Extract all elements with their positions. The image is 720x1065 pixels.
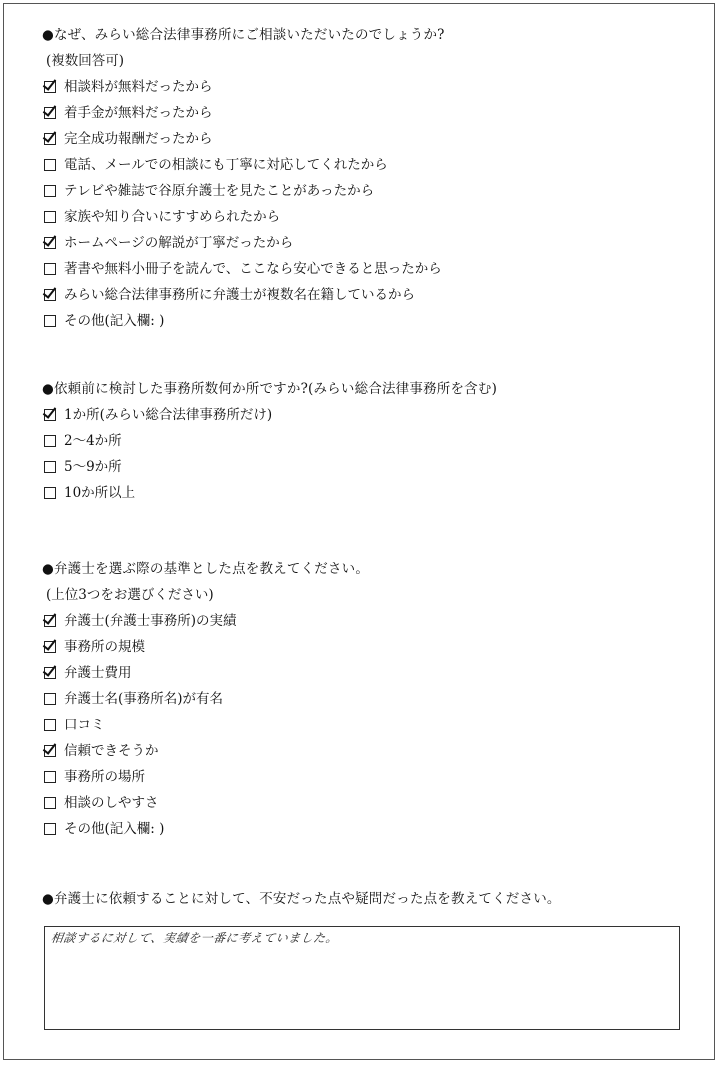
question-2-options — [42, 402, 682, 506]
checkbox-icon[interactable] — [44, 487, 56, 499]
option-label: 1か所(みらい総合法律事務所だけ) — [64, 407, 273, 423]
option-row[interactable] — [42, 152, 682, 178]
option-row[interactable] — [42, 428, 682, 454]
checkbox-icon[interactable] — [44, 461, 56, 473]
option-row[interactable] — [42, 816, 682, 842]
option-row[interactable] — [42, 178, 682, 204]
checkbox-icon[interactable] — [44, 263, 56, 275]
option-label: みらい総合法律事務所に弁護士が複数名在籍しているから — [64, 287, 415, 303]
checked-checkbox-icon[interactable] — [44, 745, 56, 757]
option-row[interactable] — [42, 480, 682, 506]
option-label: ホームページの解説が丁寧だったから — [64, 235, 294, 251]
option-label: その他(記入欄: ) — [64, 313, 165, 329]
checked-checkbox-icon[interactable] — [44, 81, 56, 93]
option-label: 弁護士名(事務所名)が有名 — [64, 691, 224, 707]
question-1: ●なぜ、みらい総合法律事務所にご相談いただいたのでしょうか? — [42, 27, 445, 43]
checkbox-icon[interactable] — [44, 797, 56, 809]
option-row[interactable] — [42, 764, 682, 790]
option-row[interactable] — [42, 100, 682, 126]
checked-checkbox-icon[interactable] — [44, 237, 56, 249]
option-row[interactable] — [42, 126, 682, 152]
option-label: 事務所の規模 — [64, 639, 145, 655]
option-label: 事務所の場所 — [64, 769, 145, 785]
option-label: 家族や知り合いにすすめられたから — [64, 209, 281, 225]
checkbox-icon[interactable] — [44, 185, 56, 197]
option-label: テレビや雑誌で谷原弁護士を見たことがあったから — [64, 183, 375, 199]
question-4: ●弁護士に依頼することに対して、不安だった点や疑問だった点を教えてください。 — [42, 891, 561, 907]
checked-checkbox-icon[interactable] — [44, 107, 56, 119]
option-row[interactable] — [42, 738, 682, 764]
checked-checkbox-icon[interactable] — [44, 289, 56, 301]
option-row[interactable] — [42, 712, 682, 738]
option-label: 相談料が無料だったから — [64, 79, 213, 95]
option-label: 相談のしやすさ — [64, 795, 159, 811]
option-row[interactable] — [42, 282, 682, 308]
checkbox-icon[interactable] — [44, 315, 56, 327]
option-row[interactable] — [42, 308, 682, 334]
option-label: 口コミ — [64, 717, 105, 733]
handwritten-answer: 相談するに対して、実績を一番に考えていました。 — [49, 931, 340, 945]
checkbox-icon[interactable] — [44, 693, 56, 705]
option-row[interactable] — [42, 204, 682, 230]
checked-checkbox-icon[interactable] — [44, 641, 56, 653]
option-label: 信頼できそうか — [64, 743, 159, 759]
option-label: 弁護士費用 — [64, 665, 132, 681]
option-row[interactable] — [42, 790, 682, 816]
option-row[interactable] — [42, 402, 682, 428]
survey-content — [42, 22, 682, 912]
option-row[interactable] — [42, 634, 682, 660]
question-1-note: (複数回答可) — [46, 53, 125, 69]
checkbox-icon[interactable] — [44, 771, 56, 783]
option-label: 著書や無料小冊子を読んで、ここなら安心できると思ったから — [64, 261, 442, 277]
question-1-options — [42, 74, 682, 334]
option-label: 完全成功報酬だったから — [64, 131, 213, 147]
option-row[interactable] — [42, 256, 682, 282]
checkbox-icon[interactable] — [44, 435, 56, 447]
option-label: 2～4か所 — [64, 433, 122, 449]
option-row[interactable] — [42, 454, 682, 480]
checkbox-icon[interactable] — [44, 719, 56, 731]
question-3-options — [42, 608, 682, 842]
question-2: ●依頼前に検討した事務所数何か所ですか?(みらい総合法律事務所を含む) — [42, 381, 498, 397]
option-label: 弁護士(弁護士事務所)の実績 — [64, 613, 237, 629]
option-label: 5～9か所 — [64, 459, 122, 475]
option-row[interactable] — [42, 686, 682, 712]
checked-checkbox-icon[interactable] — [44, 667, 56, 679]
option-row[interactable] — [42, 74, 682, 100]
option-label: その他(記入欄: ) — [64, 821, 165, 837]
checked-checkbox-icon[interactable] — [44, 615, 56, 627]
option-row[interactable] — [42, 608, 682, 634]
checked-checkbox-icon[interactable] — [44, 133, 56, 145]
option-label: 電話、メールでの相談にも丁寧に対応してくれたから — [64, 157, 388, 173]
checkbox-icon[interactable] — [44, 159, 56, 171]
option-row[interactable] — [42, 660, 682, 686]
checkbox-icon[interactable] — [44, 823, 56, 835]
question-3-note: (上位3つをお選びください) — [46, 587, 214, 603]
question-3: ●弁護士を選ぶ際の基準とした点を教えてください。 — [42, 561, 370, 577]
option-label: 10か所以上 — [64, 485, 136, 501]
free-answer-box[interactable] — [44, 926, 680, 1030]
option-label: 着手金が無料だったから — [64, 105, 213, 121]
option-row[interactable] — [42, 230, 682, 256]
checked-checkbox-icon[interactable] — [44, 409, 56, 421]
checkbox-icon[interactable] — [44, 211, 56, 223]
survey-page — [3, 3, 715, 1060]
